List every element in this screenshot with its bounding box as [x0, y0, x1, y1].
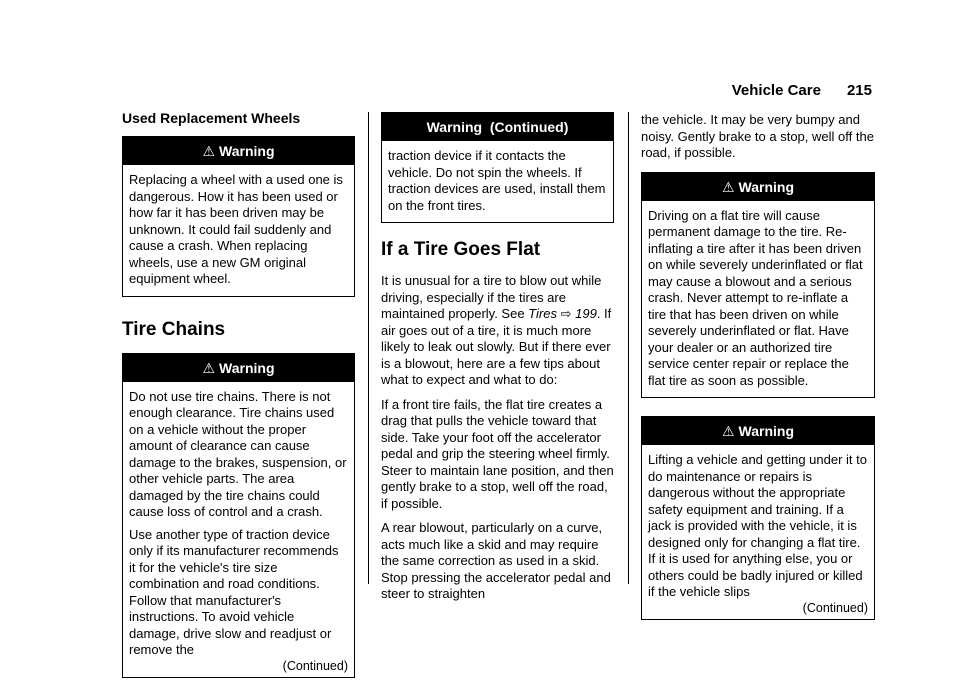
warning-box-continued [381, 112, 614, 223]
continued-label: (Continued) [282, 658, 348, 673]
warning-box [641, 172, 875, 399]
column-3 [641, 112, 875, 636]
warning-body [123, 165, 354, 296]
warning-text: Replacing a wheel with a used one is dangerous. How it has been used or how far it has been driven may be unknown. It could fail suddenly and cause a crash. When replacing wheels, use a new GM original equipment wheel. [129, 172, 343, 286]
warning-header [642, 417, 874, 445]
warning-header: Warning (Continued) [382, 113, 613, 141]
warning-box [641, 416, 875, 620]
page-number: 215 [846, 82, 872, 99]
section-title: Vehicle Care [731, 82, 821, 99]
warning-body [642, 445, 874, 619]
warning-triangle-icon: ⚠ [721, 423, 735, 439]
warning-text: Do not use tire chains. There is not enough clearance. Tire chains used on a vehicle without the proper amount of clearance can cause damage to the brakes, suspension, or other vehicle parts. The area damaged by the tire chains could cause loss of control and a crash. [129, 388, 347, 519]
column-divider [628, 112, 629, 584]
column-2 [381, 112, 614, 611]
warning-body [123, 382, 354, 677]
body-paragraph: If a front tire fails, the flat tire creates a drag that pulls the vehicle toward that side. Take your foot off the accelerator pedal and grip the steering wheel firmly. Steer to maintain lane position, and then gently brake to a stop, well off the road, if possible. [381, 396, 614, 511]
continued-label: (Continued) [802, 600, 868, 615]
cross-reference-link[interactable]: Tires [528, 306, 557, 321]
warning-text: Use another type of traction device only if its manufacturer recommends it for the vehicle's tire size combination and road conditions. Follow that manufacturer's instructions. To avoid vehicle damage, drive slow and readjust or remove the [129, 526, 339, 657]
warning-header [123, 354, 354, 382]
warning-text: Driving on a flat tire will cause permanent damage to the tire. Re-inflating a tire after it has been driven on while severely underinflated or flat may cause a blowout and a serious crash. Never attempt to re-inflate a tire that has been driven on while severely underinflated or flat. Have your dealer or an authorized tire service center repair or replace the flat tire as soon as possible. [648, 207, 863, 388]
warning-triangle-icon: ⚠ [202, 143, 216, 159]
warning-title: Warning [219, 359, 275, 376]
warning-header [123, 137, 354, 165]
heading-tire-flat: If a Tire Goes Flat [381, 239, 541, 260]
warning-header [642, 173, 874, 201]
warning-body [642, 201, 874, 398]
body-paragraph: A rear blowout, particularly on a curve, acts much like a skid and may require the same correction as used in a skid. Stop pressing the accelerator pedal and steer to straighten [381, 520, 611, 601]
page-reference-arrow-icon: ⇨ [560, 306, 572, 321]
warning-triangle-icon: ⚠ [202, 359, 216, 376]
subheading-used-wheels: Used Replacement Wheels [122, 110, 301, 126]
warning-body [382, 141, 613, 222]
column-divider [368, 112, 369, 584]
warning-box [122, 136, 355, 297]
warning-triangle-icon: ⚠ [721, 178, 735, 195]
warning-text: Lifting a vehicle and getting under it to do maintenance or repairs is dangerous without the appropriate safety equipment and training. If a jack is provided with the vehicle, it is designed only for changing a flat tire. If it is used for anything else, you or others could be badly injured or killed if the vehicle slips [648, 452, 867, 599]
heading-tire-chains: Tire Chains [122, 318, 226, 340]
warning-box [122, 353, 355, 678]
warning-title: Warning [738, 423, 795, 439]
page-header [732, 82, 872, 99]
body-paragraph: It is unusual for a tire to blow out while driving, especially if the tires are maintained properly. See Tires ⇨ 199. If air goes out of a tire, it is much more likely to leak out slowly. But if there ever is a blowout, here are a few tips about what to expect and what to do: [381, 273, 612, 387]
warning-text: traction device if it contacts the vehicle. Do not spin the wheels. If traction devices are used, install them on the front tires. [388, 148, 606, 213]
page-reference[interactable]: 199 [575, 306, 597, 321]
warning-title: Warning [219, 143, 275, 159]
warning-title: Warning [738, 178, 795, 195]
column-1 [122, 110, 355, 700]
body-paragraph: the vehicle. It may be very bumpy and noisy. Gently brake to a stop, well off the road, if possible. [641, 112, 874, 160]
